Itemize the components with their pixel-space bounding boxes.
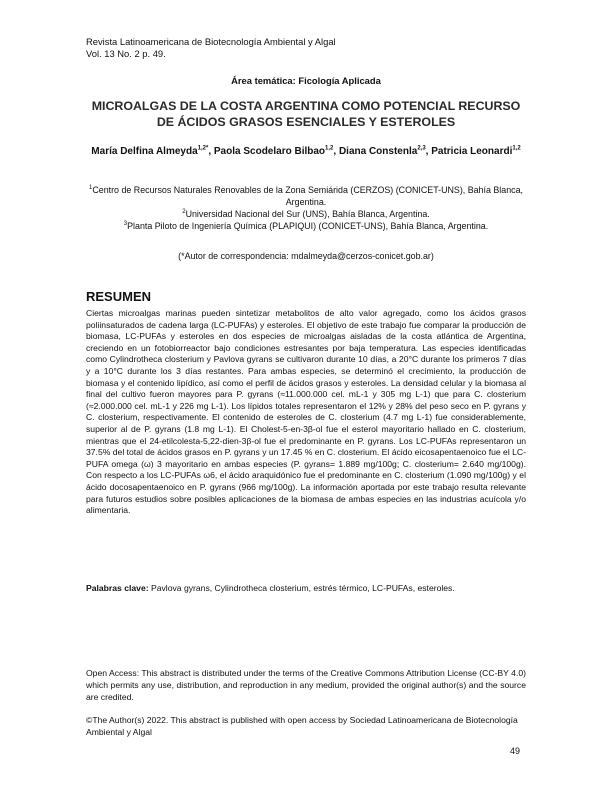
- author: Patricia Leonardi$^{1,2}$: [431, 145, 521, 157]
- affiliation: $^2$Universidad Nacional del Sur (UNS), Bahía Blanca, Argentina.: [182, 209, 430, 219]
- correspondence: (*Autor de correspondencia: mdalmeyda@cerzos-conicet.gob.ar): [178, 251, 434, 261]
- keywords-label: Palabras clave:: [86, 583, 149, 593]
- author: Diana Constenla$^{2,3}$: [338, 145, 426, 157]
- affiliation: $^1$Centro de Recursos Naturales Renovables de la Zona Semiárida (CERZOS) (CONICET-UNS), Bahía Blanca, Argentina.: [89, 185, 523, 207]
- journal-volume: Vol. 13 No. 2 p. 49.: [86, 48, 166, 59]
- thematic-area: Área temática: Ficología Aplicada: [231, 75, 381, 86]
- license-notice: Open Access: This abstract is distributed under the terms of the Creative Commons Attribution License (CC-BY 4.0) which permits any use, distribution, and reproduction in any medium, provided the original author(s) and the source are credited.: [86, 668, 526, 702]
- affiliations: [86, 184, 526, 232]
- abstract-heading: RESUMEN: [86, 289, 152, 304]
- journal-header: [86, 36, 336, 60]
- author: María Delfina Almeyda$^{1,2*}$: [91, 145, 209, 157]
- journal-name: Revista Latinoamericana de Biotecnología Ambiental y Algal: [86, 36, 336, 47]
- keywords: [86, 582, 526, 594]
- page-number: 49: [510, 746, 521, 756]
- author: Paola Scodelaro Bilbao$^{1,2}$: [213, 145, 334, 157]
- keywords-text: Pavlova gyrans, Cylindrotheca closterium, estrés térmico, LC-PUFAs, esteroles.: [150, 583, 455, 593]
- paper-title: MICROALGAS DE LA COSTA ARGENTINA COMO POTENCIAL RECURSO DE ÁCIDOS GRASOS ESENCIALES Y ESTEROLES: [91, 99, 521, 129]
- author-list: María Delfina Almeyda$^{1,2*}$, Paola Scodelaro Bilbao$^{1,2}$, Diana Constenla$^{2,3}$, Patricia Leonardi$^{1,2}$: [91, 145, 521, 157]
- affiliation: $^3$Planta Piloto de Ingeniería Química (PLAPIQUI) (CONICET-UNS), Bahía Blanca, Argentina.: [123, 221, 489, 231]
- abstract-body: Ciertas microalgas marinas pueden sintetizar metabolitos de alto valor agregado, como los ácidos grasos poliinsaturados de cadena larga (LC-PUFAs) y esteroles. El objetivo de este trabajo fue comparar la producción de biomasa, LC-PUFAs y esteroles en dos especies de microalgas aisladas de la costa atlántica de Argentina, creciendo en un fotobiorreactor bajo condiciones estresantes por baja temperatura. Las especies identificadas como Cylindrotheca closterium y Pavlova gyrans se cultivaron durante 10 días, a 20°C durante los primeros 7 días y a 10°C durante los 3 días restantes. Para ambas especies, se determinó el crecimiento, la producción de biomasa y el contenido lipídico, así como el perfil de ácidos grasos y esteroles. La densidad celular y la biomasa al final del cultivo fueron mayores para P. gyrans (≈11.000.000 cel. mL-1 y 305 mg L-1) que para C. closterium (≈2.000.000 cel. mL-1 y 226 mg L-1). Los lípidos totales representaron el 12% y 28% del peso seco en P. gyrans y C. closterium, respectivamente. El contenido de esteroles de C. closterium (4.7 mg L-1) fue considerablemente, superior al de P. gyrans (1.8 mg L-1). El Cholest-5-en-3β-ol fue el esterol mayoritario hallado en C. closterium, mientras que el 24-etilcolesta-5,22-dien-3β-ol fue el predominante en P. gyrans. Los LC-PUFAs representaron un 37.5% del total de ácidos grasos en P. gyrans y un 17.45 % en C. closterium. El ácido eicosapentaenoico fue el LC-PUFA omega (ω) 3 mayoritario en ambas especies (P. gyrans= 1.889 mg/100g; C. closterium= 2.640 mg/100g). Con respecto a los LC-PUFAs ω6, el ácido araquidónico fue el predominante en C. closterium (1.090 mg/100g) y el ácido docosapentaenoico en P. gyrans (966 mg/100g). La información aportada por este trabajo resulta relevante para futuros estudios sobre posibles aplicaciones de la biomasa de ambas especies en las industrias acuícola y/o alimentaria.: [86, 308, 526, 516]
- copyright-notice: ©The Author(s) 2022. This abstract is published with open access by Sociedad Latinoamericana de Biotecnología Ambiental y Algal: [86, 715, 518, 737]
